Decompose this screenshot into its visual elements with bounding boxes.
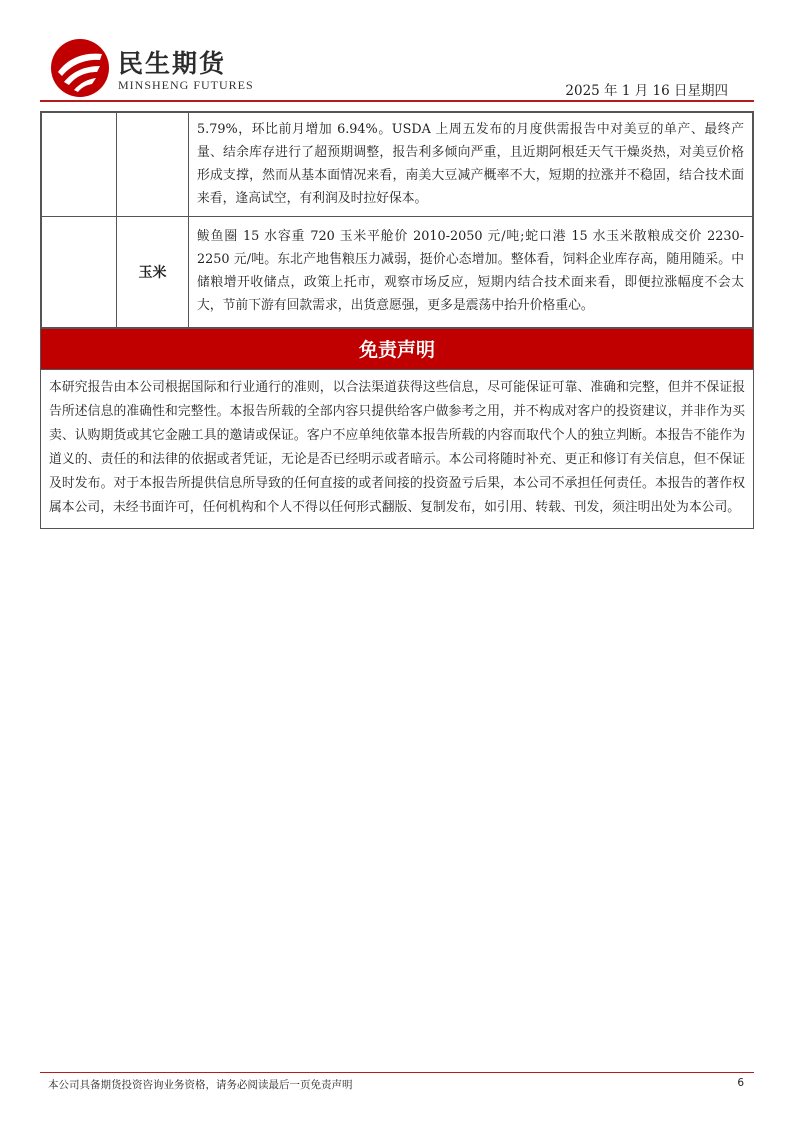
analysis-table [41,112,753,328]
analysis-text: 5.79%，环比前月增加 6.94%。USDA 上周五发布的月度供需报告中对美豆的单产、最终产量、结余库存进行了超预期调整，报告利多倾向严重，且近期阿根廷天气干燥炎热，对美豆价格形成支撑，然而从基本面情况来看，南美大豆减产概率不大，短期的拉涨并不稳固，结合技术面来看，逢高试空，有利润及时拉好保本。 [189,113,753,217]
brand-name-en: MINSHENG FUTURES [118,78,254,92]
disclaimer-title: 免责声明 [41,328,753,370]
report-date: 2025 年 1 月 16 日星期四 [565,83,728,99]
page-number: 6 [737,1077,744,1089]
analysis-text: 鲅鱼圈 15 水容重 720 玉米平舱价 2010-2050 元/吨;蛇口港 15 水玉米散粮成交价 2230-2250 元/吨。东北产地售粮压力减弱，挺价心态增加。整体看，饲料企业库存高，随用随采。中储粮增开收储点，政策上托市，观察市场反应，短期内结合技术面来看，即便拉涨幅度不会太大，节前下游有回款需求，出货意愿强，更多是震荡中抬升价格重心。 [189,217,753,328]
report-content [40,111,754,529]
header-divider [40,100,754,102]
disclaimer-body: 本研究报告由本公司根据国际和行业通行的准则，以合法渠道获得这些信息，尽可能保证可靠、准确和完整，但并不保证报告所述信息的准确性和完整性。本报告所载的全部内容只提供给客户做参考之用，并不构成对客户的投资建议，并非作为买卖、认购期货或其它金融工具的邀请或保证。客户不应单纯依靠本报告所载的内容而取代个人的独立判断。本报告不能作为道义的、责任的和法律的依据或者凭证，无论是否已经明示或者暗示。本公司将随时补充、更正和修订有关信息，但不保证及时发布。对于本报告所提供信息所导致的任何直接的或者间接的投资盈亏后果，本公司不承担任何责任。本报告的著作权属本公司，未经书面许可，任何机构和个人不得以任何形式翻版、复制发布，如引用、转载、刊发，须注明出处为本公司。 [49,380,745,515]
footer-divider [40,1072,754,1073]
table-row [42,113,753,217]
brand-name-cn: 民生期货 [118,49,227,78]
product-cell: 玉米 [117,217,189,328]
table-row [42,217,753,328]
product-cell [117,113,189,217]
category-cell [42,113,117,217]
page-header [40,34,754,104]
minsheng-logo-icon [50,38,110,98]
footer-text: 本公司具备期货投资咨询业务资格，请务必阅读最后一页免责声明 [48,1079,353,1091]
category-cell [42,217,117,328]
